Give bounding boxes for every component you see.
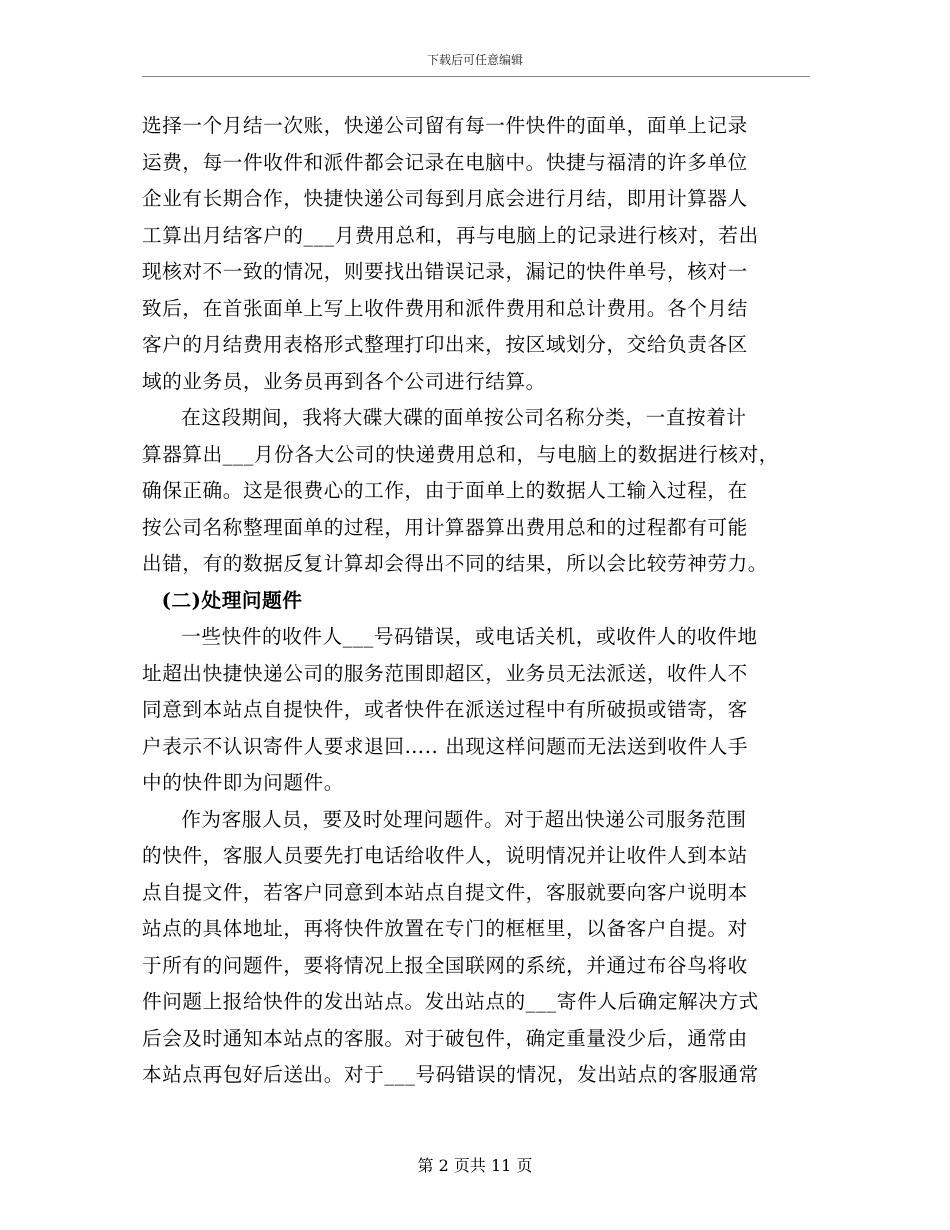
page-header: 下载后可任意编辑	[426, 53, 523, 67]
page-number: 第 2 页共 11 页	[417, 1156, 533, 1175]
document-body	[142, 108, 810, 1094]
header-divider	[142, 76, 810, 77]
section-heading-problem-parcels: (二)处理问题件	[161, 588, 303, 612]
paragraph-customer-service-handling: 作为客服人员，要及时处理问题件。对于超出快递公司服务范围 的快件，客服人员要先打电话给收件人，说明情况并让收件人到本站 点自提文件，若客户同意到本站点自提文件，客服就要向客户说明本 站点的具体地址，再将快件放置在专门的框框里，以备客户自提。对 于所有的问题件，要将情况上报全国联网的系统，并通过布谷鸟将收 件问题上报给快件的发出站点。发出站点的___寄件人后确定解决方式 后会及时通知本站点的客服。对于破包件，确定重量没少后，通常由 本站点再包好后送出。对于___号码错误的情况，发出站点的客服通常	[142, 807, 759, 1086]
paragraph-calculation-work: 在这段期间，我将大碟大碟的面单按公司名称分类，一直按着计 算器算出___月份各大公司的快递费用总和，与电脑上的数据进行核对， 确保正确。这是很费心的工作，由于面单上的数据人工输入过程，在 按公司名称整理面单的过程，用计算器算出费用总和的过程都有可能 出错，有的数据反复计算却会得出不同的结果，所以会比较劳神劳力。	[142, 406, 780, 575]
paragraph-monthly-settlement: 选择一个月结一次账，快递公司留有每一件快件的面单，面单上记录 运费，每一件收件和派件都会记录在电脑中。快捷与福清的许多单位 企业有长期合作，快捷快递公司每到月底会进行月结，即用计算器人 工算出月结客户的___月费用总和，再与电脑上的记录进行核对，若出 现核对不一致的情况，则要找出错误记录，漏记的快件单号，核对一 致后，在首张面单上写上收件费用和派件费用和总计费用。各个月结 客户的月结费用表格形式整理打印出来，按区域划分，交给负责各区 域的业务员，业务员再到各个公司进行结算。	[142, 114, 759, 393]
paragraph-problem-parcel-definition: 一些快件的收件人___号码错误，或电话关机，或收件人的收件地 址超出快捷快递公司的服务范围即超区，业务员无法派送，收件人不 同意到本站点自提快件，或者快件在派送过程中有所破损或错寄，客 户表示不认识寄件人要求退回….. 出现这样问题而无法送到收件人手 中的快件即为问题件。	[142, 625, 758, 794]
